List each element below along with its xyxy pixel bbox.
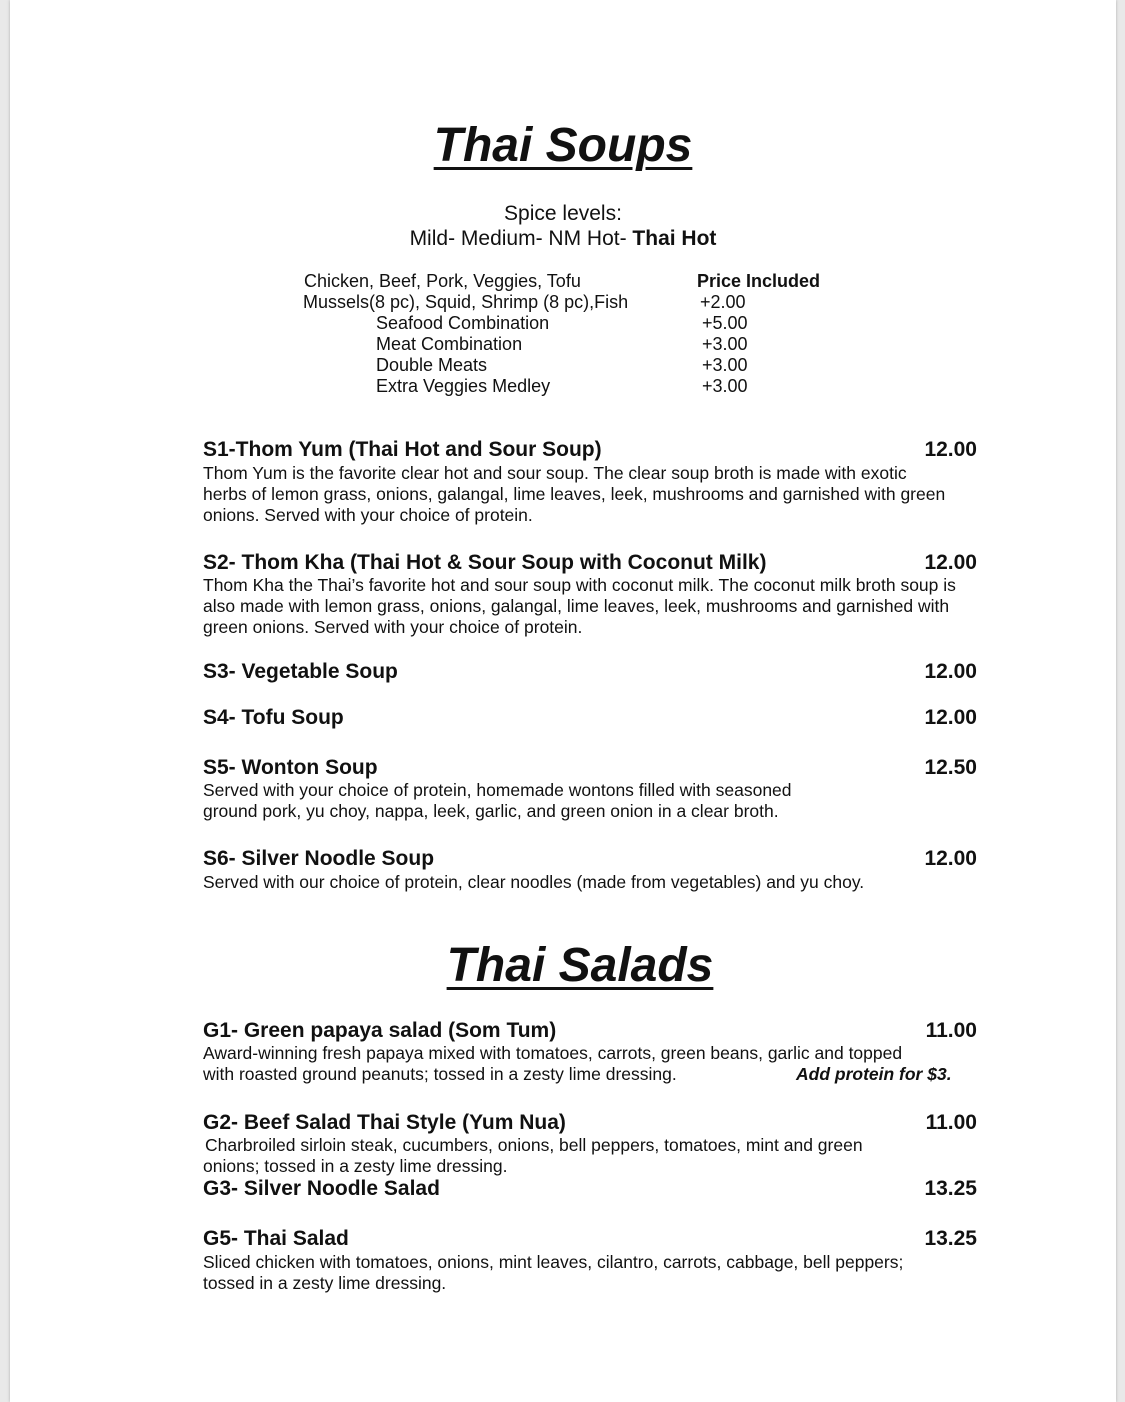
item-name: S3- Vegetable Soup [203, 660, 398, 683]
item-name: G5- Thai Salad [203, 1227, 349, 1250]
item-name: S5- Wonton Soup [203, 756, 378, 779]
option-label: Double Meats [376, 355, 488, 375]
item-price: 13.25 [924, 1177, 977, 1200]
item-name: G3- Silver Noodle Salad [203, 1177, 440, 1200]
option-price: +3.00 [702, 355, 748, 375]
item-desc-line: Served with your choice of protein, homemade wontons filled with seasoned [203, 780, 792, 800]
item-price: 13.25 [924, 1227, 977, 1250]
option-label: Meat Combination [376, 334, 523, 354]
spice-levels [10, 227, 1116, 251]
spice-levels-heading: Spice levels: [504, 202, 622, 225]
spice-level-thai-hot: Thai Hot [632, 227, 717, 250]
item-desc-line: tossed in a zesty lime dressing. [203, 1273, 447, 1293]
option-label: Chicken, Beef, Pork, Veggies, Tofu [304, 271, 581, 291]
item-desc-line: herbs of lemon grass, onions, galangal, lime leaves, leek, mushrooms and garnished with green [203, 484, 946, 504]
item-price: 12.00 [924, 706, 977, 729]
option-label: Extra Veggies Medley [376, 376, 551, 396]
item-desc-line: with roasted ground peanuts; tossed in a zesty lime dressing. [203, 1064, 677, 1084]
salads-title: Thai Salads [446, 939, 714, 992]
soups-title: Thai Soups [433, 119, 693, 172]
item-name: S4- Tofu Soup [203, 706, 344, 729]
options-header: Price Included [697, 271, 821, 291]
item-name: S2- Thom Kha (Thai Hot & Sour Soup with Coconut Milk) [203, 551, 767, 574]
menu-page [10, 0, 1116, 1402]
item-desc-line: Served with our choice of protein, clear noodles (made from vegetables) and yu choy. [203, 872, 865, 892]
item-desc-line: green onions. Served with your choice of protein. [203, 617, 583, 637]
option-price: +3.00 [702, 334, 748, 354]
item-name: G1- Green papaya salad (Som Tum) [203, 1019, 557, 1042]
item-desc-line: Charbroiled sirloin steak, cucumbers, onions, bell peppers, tomatoes, mint and green [205, 1135, 863, 1155]
item-price: 11.00 [925, 1111, 977, 1134]
option-price: +2.00 [700, 292, 746, 312]
option-label: Seafood Combination [376, 313, 550, 333]
item-price: 12.00 [924, 551, 977, 574]
option-price: +5.00 [702, 313, 748, 333]
item-price: 12.00 [924, 847, 977, 870]
spice-levels-list: Mild- Medium- NM Hot- [409, 227, 633, 250]
item-name: S1-Thom Yum (Thai Hot and Sour Soup) [203, 438, 602, 461]
item-price: 12.00 [924, 660, 977, 683]
option-label: Mussels(8 pc), Squid, Shrimp (8 pc),Fish [303, 292, 629, 312]
option-price: +3.00 [702, 376, 748, 396]
item-desc-line: Award-winning fresh papaya mixed with tomatoes, carrots, green beans, garlic and topped [203, 1043, 903, 1063]
item-desc-line: onions. Served with your choice of protein. [203, 505, 533, 525]
item-desc-line: Thom Yum is the favorite clear hot and sour soup. The clear soup broth is made with exotic [203, 463, 907, 483]
item-price: 12.50 [924, 756, 977, 779]
item-name: G2- Beef Salad Thai Style (Yum Nua) [203, 1111, 566, 1134]
item-desc-line: Sliced chicken with tomatoes, onions, mint leaves, cilantro, carrots, cabbage, bell peppers; [203, 1252, 904, 1272]
item-desc-line: ground pork, yu choy, nappa, leek, garlic, and green onion in a clear broth. [203, 801, 779, 821]
item-price: 12.00 [924, 438, 977, 461]
item-desc-line: Thom Kha the Thai’s favorite hot and sour soup with coconut milk. The coconut milk broth soup is [203, 575, 956, 595]
item-price: 11.00 [925, 1019, 977, 1042]
item-name: S6- Silver Noodle Soup [203, 847, 435, 870]
add-protein-note: Add protein for $3. [796, 1064, 952, 1084]
item-desc-line: onions; tossed in a zesty lime dressing. [203, 1156, 508, 1176]
item-desc-line: also made with lemon grass, onions, galangal, lime leaves, leek, mushrooms and garnished with [203, 596, 950, 616]
